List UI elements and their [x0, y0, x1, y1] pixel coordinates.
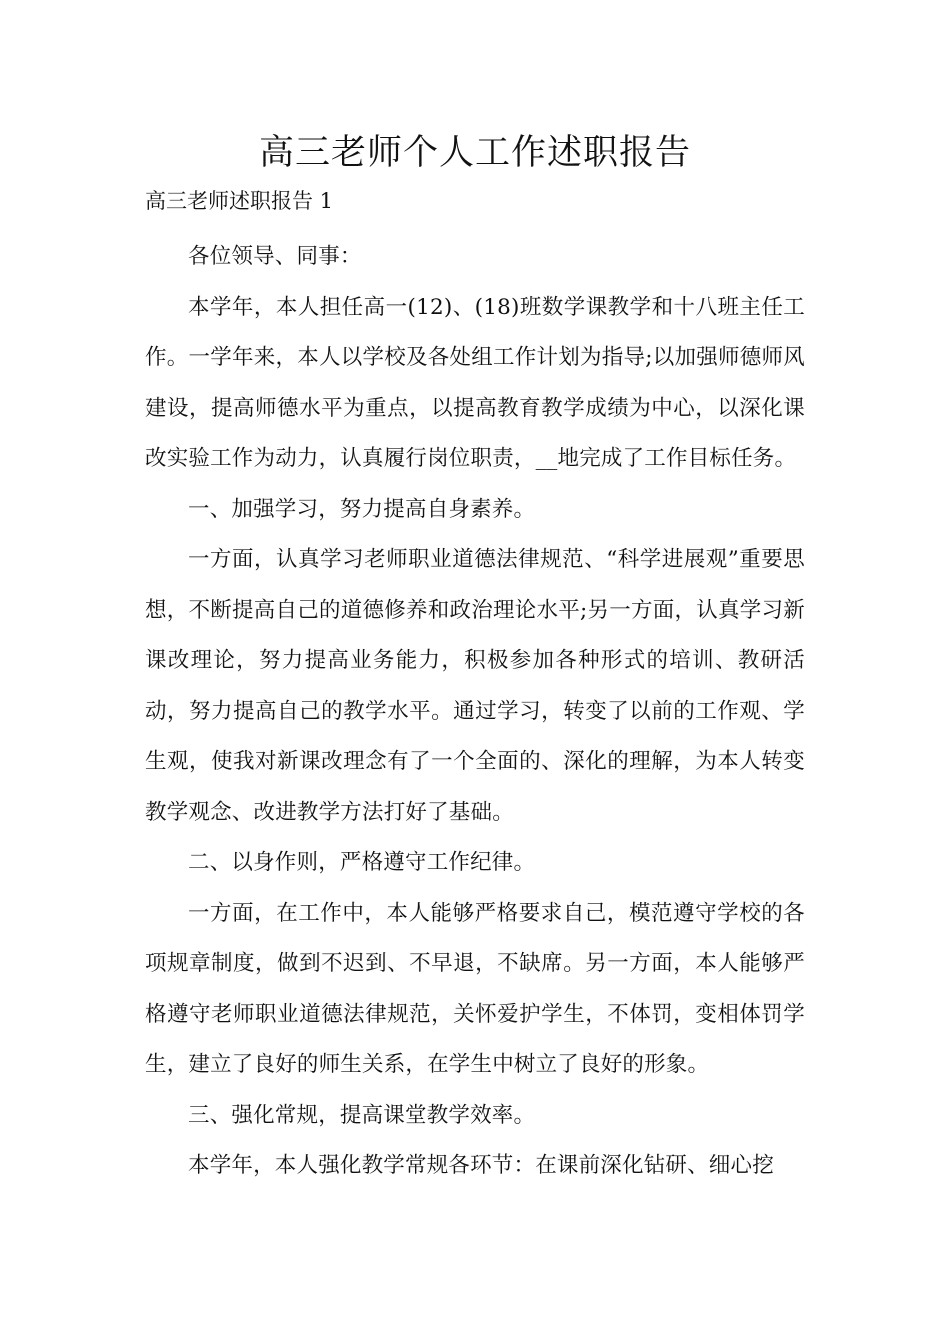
section-heading-3: 三、强化常规，提高课堂教学效率。	[188, 1102, 536, 1128]
salutation-paragraph: 各位领导、同事：	[188, 244, 362, 269]
section-1-paragraph: 一方面，认真学习老师职业道德法律规范、“科学进展观”重要思想，不断提高自己的道德修养和政治理论水平;另一方面，认真学习新课改理论，努力提高业务能力，积极参加各种形式的培训、教研活动，努力提高自己的教学水平。通过学习，转变了以前的工作观、学生观，使我对新课改理念有了一个全面的、深化的理解，为本人转变教学观念、改进教学方法打好了基础。	[145, 547, 805, 825]
document-subtitle: 高三老师述职报告 1	[145, 189, 334, 213]
section-2-paragraph: 一方面，在工作中，本人能够严格要求自己，模范遵守学校的各项规章制度，做到不迟到、不早退，不缺席。另一方面，本人能够严格遵守老师职业道德法律规范，关怀爱护学生，不体罚，变相体罚学生，建立了良好的师生关系，在学生中树立了良好的形象。	[145, 900, 805, 1077]
intro-paragraph: 本学年，本人担任高一(12)、(18)班数学课教学和十八班主任工作。一学年来，本人以学校及各处组工作计划为指导;以加强师德师风建设，提高师德水平为重点，以提高教育教学成绩为中心，以深化课改实验工作为动力，认真履行岗位职责，__地完成了工作目标任务。	[145, 294, 805, 471]
document-body	[145, 232, 805, 1192]
section-3-paragraph: 本学年，本人强化教学常规各环节：在课前深化钻研、细心挖	[188, 1153, 774, 1178]
section-heading-1: 一、加强学习，努力提高自身素养。	[188, 496, 536, 522]
document-title: 高三老师个人工作述职报告	[258, 133, 691, 173]
section-heading-2: 二、以身作则，严格遵守工作纪律。	[188, 850, 536, 875]
